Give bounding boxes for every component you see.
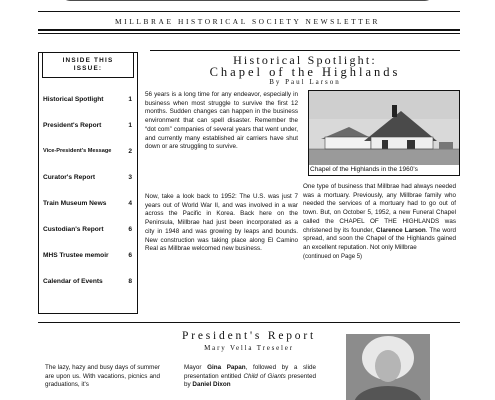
founder-name: Clarence Larson	[376, 226, 426, 234]
toc-item-page: 1	[128, 122, 132, 129]
toc-item-label[interactable]: Curator's Report	[43, 174, 96, 181]
portrait-illustration	[346, 334, 430, 400]
toc-item-page: 1	[128, 96, 132, 103]
spotlight-byline: By Paul Larson	[269, 78, 341, 86]
spotlight-col2-text-a: One type of business that Millbrae had always needed was a mortuary. Previously, any Millbrae family who needed the services of a mortuary had to go out of town. But, on October 5, 1952, a new Funeral Chapel called the CHAPEL OF THE HIGHLANDS was christened by its founder,	[303, 183, 456, 234]
toc-item-page: 6	[128, 252, 132, 259]
toc-item-label[interactable]: Custodian's Report	[43, 226, 104, 233]
spotlight-paragraph-2: Now, take a look back to 1952: The U.S. was just 7 years out of World War II, and was involved in a war across the Pacific in Korea. Back here on the Peninsula, Millbrae had just been incorporated as a city in 1948 and was growing by leaps and bounds. New construction was taking place along El Camino Real as Millbrae welcomed new business.	[145, 193, 298, 253]
spotlight-title-line2: Chapel of the Highlands	[209, 65, 401, 79]
toc-item-label[interactable]: MHS Trustee memoir	[43, 252, 109, 259]
president-col2-text-b: , followed by a slide presentation entitled	[184, 364, 316, 380]
president-col2-text-a: Mayor	[184, 364, 208, 371]
chapel-photo-illustration	[309, 91, 459, 165]
toc-item-page: 6	[128, 226, 132, 233]
spotlight-paragraph-1: 56 years is a long time for any endeavor, especially in business when most struggle to survive the first 12 months. Sudden changes can happen in the business environment that can spell disaster. Remember the “dot com” companies of several years that went under, and currently many established air carriers have shut down or are struggling to survive.	[145, 91, 298, 151]
chapel-photo	[308, 90, 460, 176]
president-portrait	[346, 334, 430, 400]
spotlight-col2-text-b: . The word spread, and soon the Chapel of the Highlands gained an excellent reputation. Not only Millbrae	[303, 226, 456, 251]
toc-item-label[interactable]: Calendar of Events	[43, 278, 103, 285]
president-report-column-1: The lazy, hazy and busy days of summer are upon us. With vacations, picnics and graduations, it's	[45, 364, 160, 389]
masthead-rule-bottom-thin	[38, 33, 460, 34]
spotlight-column-2	[303, 183, 456, 261]
toc-item-page: 4	[128, 200, 132, 207]
newsletter-tagline: MILLBRAE HISTORICAL SOCIETY NEWSLETTER	[114, 17, 380, 26]
president-col2-text-c: presented by	[184, 372, 316, 389]
spotlight-rule	[150, 50, 460, 51]
toc-item-label[interactable]: Train Museum News	[43, 200, 107, 207]
presenter-name: Daniel Dixon	[192, 381, 231, 389]
continued-note: (continued on Page 5)	[303, 253, 363, 260]
toc-item-label[interactable]: Historical Spotlight	[43, 96, 104, 103]
photo-caption: Chapel of the Highlands in the 1960's	[310, 166, 418, 173]
toc-item-label[interactable]: Vice-President's Message	[43, 148, 112, 154]
toc-item-page: 8	[128, 278, 132, 285]
toc-item-page: 2	[128, 148, 132, 155]
masthead-logo-arc	[0, 0, 495, 10]
masthead-rule-bottom	[38, 29, 460, 31]
toc-heading-line2: ISSUE:	[73, 65, 103, 72]
masthead-rule-top	[38, 11, 460, 12]
president-report-column-2	[184, 364, 316, 390]
president-report-author: Mary Vella Treseler	[204, 344, 294, 352]
presentation-title: Child of Giants	[243, 372, 286, 380]
spotlight-title-line1: Historical Spotlight:	[233, 53, 377, 67]
toc-item-page: 3	[128, 174, 132, 181]
toc-heading	[40, 57, 136, 73]
president-section-rule	[38, 322, 460, 323]
president-report-title: President's Report	[182, 330, 316, 342]
toc-heading-line1: INSIDE THIS	[62, 57, 114, 64]
toc-sidebar	[38, 52, 138, 314]
mayor-name: Gina Papan	[207, 364, 246, 371]
toc-item-label[interactable]: President's Report	[43, 122, 102, 129]
